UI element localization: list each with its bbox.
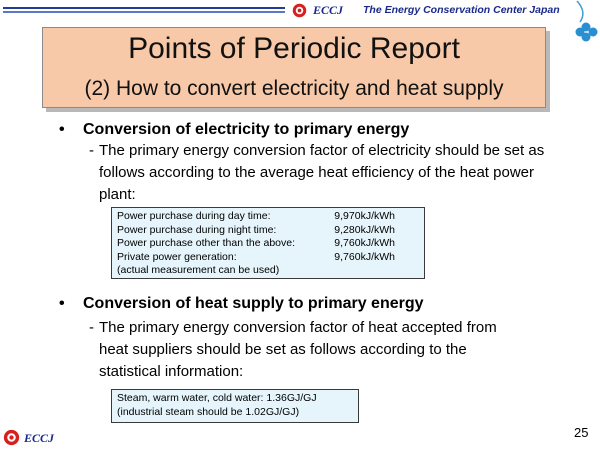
row-value: 9,760kJ/kWh [334, 250, 395, 263]
header-org-name: The Energy Conservation Center Japan [363, 4, 560, 16]
footer-org-short: ECCJ [24, 431, 55, 445]
section2-line: statistical information: [99, 363, 244, 380]
table-row [117, 210, 419, 224]
bullet-2: • [59, 295, 65, 312]
eccj-logo-icon [292, 3, 307, 18]
row-label: Power purchase during night time: [117, 223, 277, 236]
page-number: 25 [574, 425, 589, 440]
section2-heading: Conversion of heat supply to primary energy [83, 295, 424, 312]
section1-heading: Conversion of electricity to primary energy [83, 121, 410, 138]
heat-factor-note: (industrial steam should be 1.02GJ/GJ) [117, 405, 300, 418]
section1-line: follows according to the average heat efficiency of the heat power [99, 164, 534, 181]
page-subtitle: (2) How to convert electricity and heat supply [84, 77, 504, 100]
section1-line: plant: [99, 186, 136, 203]
electricity-factor-box [111, 207, 425, 279]
section1-line: The primary energy conversion factor of electricity should be set as [99, 142, 545, 159]
row-value: 9,280kJ/kWh [334, 223, 395, 236]
bullet-1: • [59, 121, 65, 138]
section2-line: heat suppliers should be set as follows according to the [99, 341, 467, 358]
row-value: 9,760kJ/kWh [334, 237, 395, 250]
title-box [42, 27, 546, 108]
heat-factor-line: Steam, warm water, cold water: 1.36GJ/GJ [117, 392, 317, 404]
section1-paragraph [89, 140, 584, 206]
table-row [117, 251, 419, 265]
header-rule [3, 7, 285, 17]
section1-dash: - [89, 142, 94, 159]
heat-factor-box [111, 389, 359, 423]
section2-paragraph [89, 317, 584, 383]
row-label: Private power generation: [117, 250, 237, 263]
table-row [117, 237, 419, 251]
row-label: Power purchase during day time: [117, 210, 271, 222]
header-org-short: ECCJ [313, 3, 344, 17]
table-note: (actual measurement can be used) [117, 264, 280, 277]
clover-icon [567, 0, 600, 42]
eccj-logo-icon [3, 429, 20, 446]
section2-line: The primary energy conversion factor of heat accepted from [99, 319, 497, 336]
row-value: 9,970kJ/kWh [334, 210, 395, 222]
table-row [117, 224, 419, 238]
row-label: Power purchase other than the above: [117, 237, 296, 250]
section2-dash: - [89, 319, 94, 336]
page-title: Points of Periodic Report [128, 32, 460, 65]
